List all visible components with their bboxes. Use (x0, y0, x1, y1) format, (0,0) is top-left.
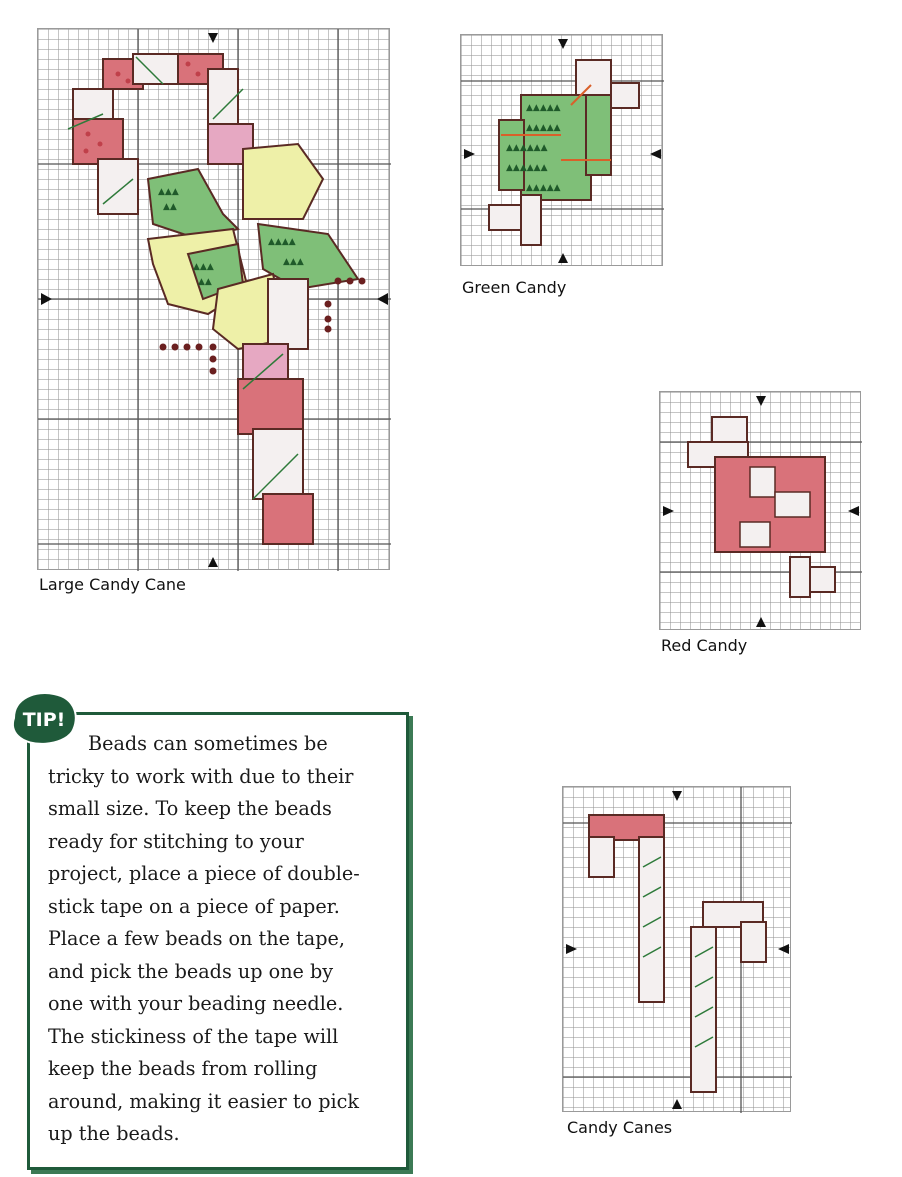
candy-canes-chart (562, 786, 791, 1112)
svg-text:▲▲: ▲▲ (198, 277, 212, 287)
green-candy-chart (460, 34, 663, 266)
candy-canes-caption: Candy Canes (567, 1118, 673, 1137)
svg-text:▲▲▲: ▲▲▲ (283, 257, 304, 267)
tip-badge-label: TIP! (22, 709, 66, 731)
svg-text:▲▲: ▲▲ (163, 202, 177, 212)
green-candy-caption: Green Candy (462, 278, 567, 297)
red-candy-caption: Red Candy (661, 636, 748, 655)
red-candy-chart (659, 391, 861, 630)
large-candy-cane-motif (38, 29, 391, 571)
tip-text (48, 728, 388, 1151)
svg-text:▲▲▲▲▲▲: ▲▲▲▲▲▲ (506, 163, 548, 173)
svg-text:▲▲▲▲▲: ▲▲▲▲▲ (526, 183, 561, 193)
tip-line: around, making it easier to pick (48, 1089, 360, 1113)
green-candy-motif (461, 35, 664, 267)
tip-line: small size. To keep the beads (48, 797, 332, 820)
candy-canes-motif (563, 787, 792, 1113)
tip-line: project, place a piece of double- (48, 862, 360, 885)
tip-line: one with your beading needle. (48, 992, 344, 1015)
tip-line: keep the beads from rolling (48, 1057, 318, 1080)
tip-line: Place a few beads on the tape, (48, 927, 345, 950)
svg-text:▲▲▲: ▲▲▲ (193, 262, 214, 272)
tip-line: ready for stitching to your (48, 829, 304, 853)
tip-line: tricky to work with due to their (48, 764, 354, 788)
svg-text:▲▲▲: ▲▲▲ (158, 187, 179, 197)
tip-line: and pick the beads up one by (48, 959, 334, 983)
tip-line: up the beads. (48, 1122, 180, 1145)
red-candy-motif (660, 392, 862, 631)
svg-text:▲▲▲▲▲: ▲▲▲▲▲ (526, 123, 561, 133)
svg-text:▲▲▲▲▲: ▲▲▲▲▲ (526, 103, 561, 113)
tip-line: The stickiness of the tape will (48, 1024, 339, 1048)
large-candy-cane-chart (37, 28, 390, 570)
tip-line: stick tape on a piece of paper. (48, 894, 340, 918)
svg-text:▲▲▲▲▲▲: ▲▲▲▲▲▲ (506, 143, 548, 153)
svg-text:▲▲▲▲: ▲▲▲▲ (268, 237, 296, 247)
tip-line: Beads can sometimes be (88, 732, 328, 755)
large-candy-cane-caption: Large Candy Cane (39, 575, 186, 594)
